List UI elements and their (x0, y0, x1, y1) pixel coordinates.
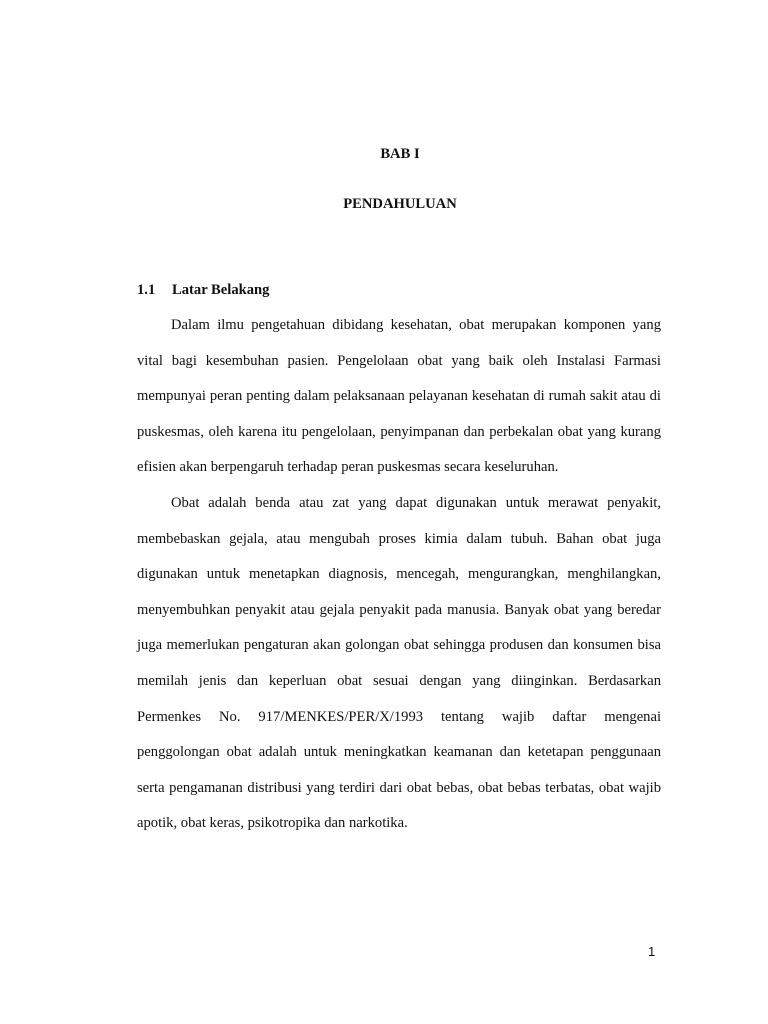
section-heading (137, 282, 269, 299)
section-title: Latar Belakang (172, 282, 270, 298)
chapter-number: BAB I (380, 146, 420, 162)
body-text (137, 308, 661, 842)
page-number: 1 (648, 944, 656, 959)
paragraph: Obat adalah benda atau zat yang dapat digunakan untuk merawat penyakit, membebaskan gejala, atau mengubah proses kimia dalam tubuh. Bahan obat juga digunakan untuk menetapkan diagnosis, mencegah, mengurangkan, menghilangkan, menyembuhkan penyakit atau gejala penyakit pada manusia. Banyak obat yang beredar juga memerlukan pengaturan akan golongan obat sehingga produsen dan konsumen bisa memilah jenis dan keperluan obat sesuai dengan yang diinginkan. Berdasarkan Permenkes No. 917/MENKES/PER/X/1993 tentang wajib daftar mengenai penggolongan obat adalah untuk meningkatkan keamanan dan ketetapan penggunaan serta pengamanan distribusi yang terdiri dari obat bebas, obat bebas terbatas, obat wajib apotik, obat keras, psikotropika dan narkotika. (137, 494, 661, 832)
paragraph: Dalam ilmu pengetahuan dibidang kesehatan, obat merupakan komponen yang vital bagi kesembuhan pasien. Pengelolaan obat yang baik oleh Instalasi Farmasi mempunyai peran penting dalam pelaksanaan pelayanan kesehatan di rumah sakit atau di puskesmas, oleh karena itu pengelolaan, penyimpanan dan perbekalan obat yang kurang efisien akan berpengaruh terhadap peran puskesmas secara keseluruhan. (137, 317, 661, 476)
chapter-title: PENDAHULUAN (343, 196, 457, 212)
section-number: 1.1 (137, 282, 156, 298)
